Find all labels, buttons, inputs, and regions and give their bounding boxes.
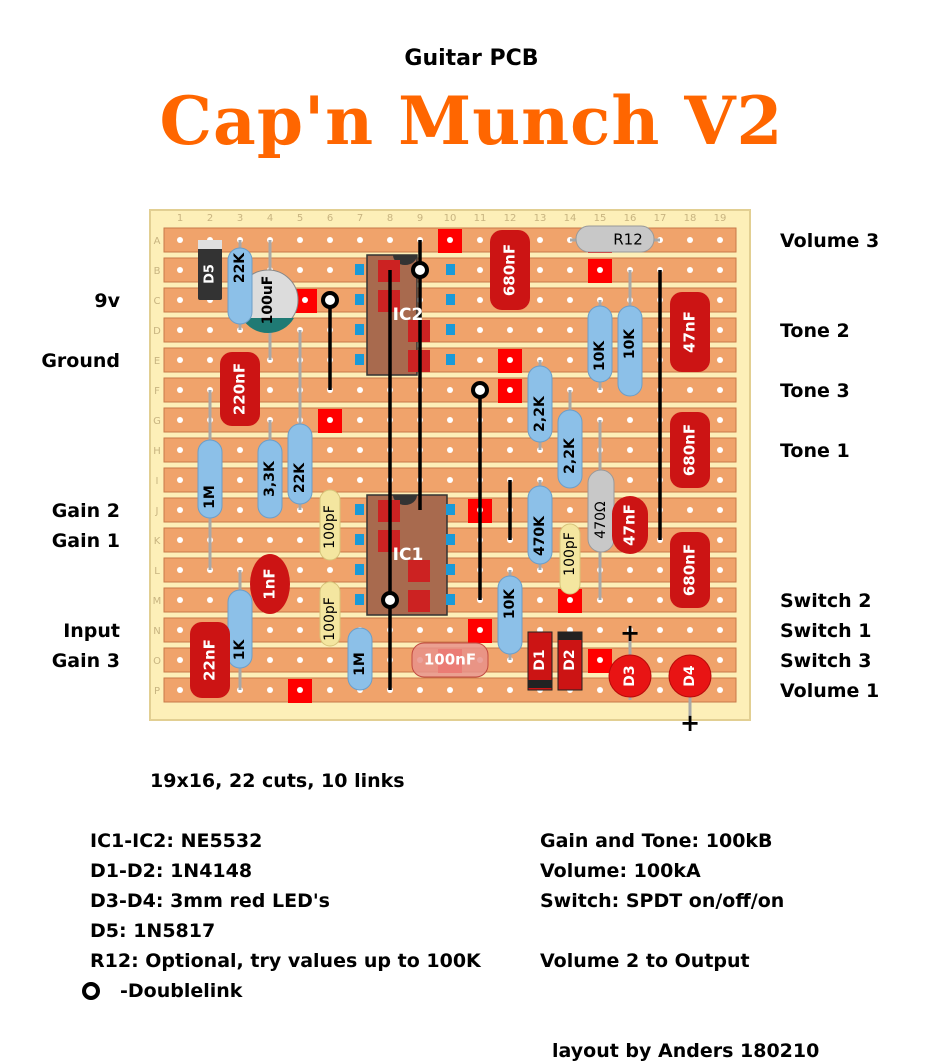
column-number: 11 bbox=[473, 213, 487, 224]
strip-hole bbox=[447, 447, 453, 453]
strip-hole bbox=[717, 507, 723, 513]
r470k-label: 470K bbox=[532, 515, 548, 557]
label-input: Input bbox=[63, 620, 120, 642]
parts-list-item: D1-D2: 1N4148 bbox=[90, 860, 253, 882]
column-number: 13 bbox=[533, 213, 547, 224]
strip-hole bbox=[627, 567, 633, 573]
strip-hole bbox=[237, 477, 243, 483]
strip-hole bbox=[177, 267, 183, 273]
c100pf-a bbox=[320, 490, 340, 560]
strip-hole bbox=[717, 657, 723, 663]
label-gain2: Gain 2 bbox=[51, 500, 120, 522]
c680nf-a bbox=[490, 230, 530, 310]
strip-hole bbox=[717, 567, 723, 573]
row-letter: K bbox=[153, 536, 161, 547]
strip-hole bbox=[177, 237, 183, 243]
c680nf-b-label: 680nF bbox=[680, 423, 699, 477]
strip-hole bbox=[687, 387, 693, 393]
cut-hole bbox=[297, 687, 303, 693]
d1-label: D1 bbox=[532, 649, 548, 671]
strip-hole bbox=[717, 237, 723, 243]
r22k-a-label: 22K bbox=[232, 252, 248, 284]
c47nf-b-label: 47nF bbox=[620, 504, 639, 546]
strip-hole bbox=[657, 627, 663, 633]
c1nf bbox=[250, 554, 290, 614]
row-letter: B bbox=[153, 266, 161, 277]
r10k-a-label: 10K bbox=[592, 340, 608, 372]
c680nf-b bbox=[670, 412, 710, 488]
r22k-b bbox=[288, 424, 312, 504]
strip-hole bbox=[687, 507, 693, 513]
strip-hole bbox=[177, 627, 183, 633]
r10k-b-label: 10K bbox=[622, 328, 638, 360]
row-letter: L bbox=[154, 566, 160, 577]
row-letter: D bbox=[153, 326, 161, 337]
c100pf-b bbox=[560, 524, 580, 594]
strip-hole bbox=[717, 537, 723, 543]
strip-hole bbox=[687, 237, 693, 243]
label-switch3: Switch 3 bbox=[780, 650, 872, 672]
cut-hole bbox=[327, 417, 333, 423]
strip-hole bbox=[177, 327, 183, 333]
r1m-b bbox=[348, 628, 372, 690]
strip-hole bbox=[177, 357, 183, 363]
strip-hole bbox=[177, 687, 183, 693]
r22k-a bbox=[228, 248, 252, 324]
strip-hole bbox=[567, 327, 573, 333]
strip-hole bbox=[537, 297, 543, 303]
strip-hole bbox=[297, 627, 303, 633]
strip-hole bbox=[327, 237, 333, 243]
d2-label: D2 bbox=[562, 649, 578, 671]
pots-list-item: Switch: SPDT on/off/on bbox=[540, 890, 785, 912]
strip-hole bbox=[267, 387, 273, 393]
r1m-a bbox=[198, 440, 222, 518]
r2k2-a bbox=[528, 366, 552, 442]
doublelink-legend-icon bbox=[80, 980, 104, 1004]
c100nf bbox=[412, 643, 488, 677]
label-tone2: Tone 2 bbox=[780, 320, 850, 342]
strip-hole bbox=[717, 447, 723, 453]
strip-hole bbox=[717, 297, 723, 303]
strip-hole bbox=[537, 237, 543, 243]
strip-hole bbox=[627, 447, 633, 453]
strip-hole bbox=[177, 387, 183, 393]
c680nf-a-label: 680nF bbox=[500, 243, 519, 297]
strip-hole bbox=[477, 357, 483, 363]
strip-hole bbox=[417, 687, 423, 693]
column-number: 15 bbox=[593, 213, 607, 224]
d3-label: D3 bbox=[622, 665, 638, 687]
strip-hole bbox=[567, 267, 573, 273]
strip-hole bbox=[507, 447, 513, 453]
column-number: 3 bbox=[236, 213, 244, 224]
r2k2-b-label: 2,2K bbox=[562, 438, 578, 474]
r3k3 bbox=[258, 440, 282, 518]
strip-hole bbox=[357, 387, 363, 393]
c47nf-b bbox=[612, 496, 648, 554]
label-switch1: Switch 1 bbox=[780, 620, 872, 642]
c100uf-label: 100uF bbox=[260, 275, 276, 325]
strip-hole bbox=[567, 357, 573, 363]
strip-hole bbox=[717, 267, 723, 273]
strip-hole bbox=[717, 477, 723, 483]
row-letter: O bbox=[153, 656, 161, 667]
doublelink-legend-label: -Doublelink bbox=[120, 980, 243, 1002]
strip-hole bbox=[447, 417, 453, 423]
strip-hole bbox=[627, 477, 633, 483]
c220nf bbox=[220, 352, 260, 426]
strip-hole bbox=[177, 657, 183, 663]
strip-hole bbox=[507, 687, 513, 693]
strip-hole bbox=[477, 237, 483, 243]
led-plus-marker: + bbox=[679, 709, 701, 737]
strip-hole bbox=[297, 597, 303, 603]
row-letter: F bbox=[154, 386, 160, 397]
r1k-label: 1K bbox=[232, 639, 248, 661]
parts-list-item: R12: Optional, try values up to 100K bbox=[90, 950, 481, 972]
strip-hole bbox=[657, 687, 663, 693]
r1k bbox=[228, 590, 252, 668]
strip-hole bbox=[207, 597, 213, 603]
strip-hole bbox=[507, 327, 513, 333]
d3-led bbox=[609, 655, 651, 697]
strip-hole bbox=[537, 327, 543, 333]
r10k-c bbox=[498, 576, 522, 654]
cut-hole bbox=[302, 297, 308, 303]
strip-hole bbox=[237, 537, 243, 543]
strip-hole bbox=[177, 297, 183, 303]
row-letter: J bbox=[155, 506, 159, 517]
strip-hole bbox=[327, 567, 333, 573]
strip-hole bbox=[177, 537, 183, 543]
board-stats: 19x16, 22 cuts, 10 links bbox=[150, 770, 405, 792]
c47nf-a bbox=[670, 292, 710, 372]
cut-hole bbox=[477, 627, 483, 633]
row-letter: M bbox=[152, 596, 162, 607]
strip-hole bbox=[657, 597, 663, 603]
label-ground: Ground bbox=[41, 350, 120, 372]
strip-hole bbox=[297, 537, 303, 543]
strip-hole bbox=[477, 687, 483, 693]
column-number: 18 bbox=[683, 213, 697, 224]
strip-hole bbox=[237, 507, 243, 513]
strip-hole bbox=[477, 297, 483, 303]
cut-hole bbox=[567, 597, 573, 603]
row-letter: C bbox=[153, 296, 161, 307]
label-switch2: Switch 2 bbox=[780, 590, 872, 612]
strip-hole bbox=[477, 327, 483, 333]
r10k-b bbox=[618, 306, 642, 396]
cut-hole bbox=[447, 237, 453, 243]
c100nf-label: 100nF bbox=[423, 650, 477, 669]
strip-hole bbox=[207, 327, 213, 333]
strip-hole bbox=[537, 267, 543, 273]
strip-hole bbox=[297, 267, 303, 273]
d2-diode bbox=[558, 632, 582, 690]
strip-hole bbox=[387, 237, 393, 243]
c100pf-c-label: 100pF bbox=[322, 597, 338, 641]
strip-hole bbox=[267, 657, 273, 663]
r1m-b-label: 1M bbox=[352, 652, 368, 676]
c680nf-c-label: 680nF bbox=[680, 543, 699, 597]
c680nf-c bbox=[670, 532, 710, 608]
strip-hole bbox=[687, 627, 693, 633]
d5-label: D5 bbox=[202, 264, 218, 284]
strip-hole bbox=[267, 687, 273, 693]
page-title: Cap'n Munch V2 bbox=[159, 82, 784, 160]
c100pf-b-label: 100pF bbox=[562, 532, 578, 576]
output-note: Volume 2 to Output bbox=[540, 950, 750, 972]
d4-led bbox=[669, 655, 711, 697]
column-number: 19 bbox=[713, 213, 727, 224]
label-tone3: Tone 3 bbox=[780, 380, 850, 402]
d5-diode bbox=[198, 240, 222, 300]
c100pf-c bbox=[320, 582, 340, 646]
strip-hole bbox=[267, 627, 273, 633]
strip-hole bbox=[237, 447, 243, 453]
row-letter: E bbox=[153, 356, 161, 367]
strip-hole bbox=[177, 447, 183, 453]
strip-hole bbox=[357, 237, 363, 243]
cut-hole bbox=[597, 657, 603, 663]
strip-hole bbox=[447, 387, 453, 393]
strip-hole bbox=[447, 627, 453, 633]
strip-hole bbox=[327, 477, 333, 483]
strip-hole bbox=[717, 357, 723, 363]
strip-hole bbox=[447, 687, 453, 693]
column-number: 16 bbox=[623, 213, 637, 224]
parts-list-item: D5: 1N5817 bbox=[90, 920, 216, 942]
strip-hole bbox=[327, 657, 333, 663]
column-number: 17 bbox=[653, 213, 667, 224]
label-9v: 9v bbox=[94, 290, 120, 312]
strip-hole bbox=[717, 597, 723, 603]
cut-hole bbox=[507, 357, 513, 363]
strip-hole bbox=[597, 687, 603, 693]
strip-hole bbox=[717, 387, 723, 393]
strip-hole bbox=[537, 597, 543, 603]
row-letter: H bbox=[153, 446, 161, 457]
subtitle: Guitar PCB bbox=[404, 46, 539, 71]
cut-hole bbox=[507, 387, 513, 393]
strip-hole bbox=[177, 477, 183, 483]
strip-hole bbox=[297, 237, 303, 243]
column-number: 1 bbox=[176, 213, 184, 224]
r12-resistor bbox=[576, 226, 654, 252]
strip-hole bbox=[357, 477, 363, 483]
c220nf-label: 220nF bbox=[230, 362, 249, 416]
strip-hole bbox=[477, 267, 483, 273]
r470k bbox=[528, 486, 552, 564]
column-number: 14 bbox=[563, 213, 577, 224]
c100pf-a-label: 100pF bbox=[322, 505, 338, 549]
row-letter: G bbox=[153, 416, 161, 427]
c1nf-label: 1nF bbox=[260, 568, 279, 600]
strip-hole bbox=[297, 567, 303, 573]
strip-hole bbox=[297, 657, 303, 663]
parts-list-item: D3-D4: 3mm red LED's bbox=[90, 890, 330, 912]
column-number: 10 bbox=[443, 213, 457, 224]
label-volume3: Volume 3 bbox=[780, 230, 880, 252]
r10k-a bbox=[588, 306, 612, 382]
r2k2-b bbox=[558, 410, 582, 488]
strip-hole bbox=[327, 447, 333, 453]
strip-hole bbox=[627, 417, 633, 423]
strip-hole bbox=[717, 327, 723, 333]
column-number: 7 bbox=[356, 213, 364, 224]
column-number: 9 bbox=[416, 213, 424, 224]
label-gain1: Gain 1 bbox=[51, 530, 120, 552]
ic1-label: IC1 bbox=[392, 545, 424, 565]
column-number: 2 bbox=[206, 213, 214, 224]
pots-list-item: Gain and Tone: 100kB bbox=[540, 830, 773, 852]
strip-hole bbox=[267, 537, 273, 543]
r12-label: R12 bbox=[613, 230, 643, 249]
strip-hole bbox=[177, 417, 183, 423]
strip-hole bbox=[657, 657, 663, 663]
strip-hole bbox=[567, 297, 573, 303]
column-number: 8 bbox=[386, 213, 394, 224]
row-letter: A bbox=[153, 236, 161, 247]
row-letter: N bbox=[153, 626, 161, 637]
row-letter: P bbox=[153, 686, 161, 697]
c47nf-a-label: 47nF bbox=[680, 311, 699, 353]
parts-list-item: IC1-IC2: NE5532 bbox=[90, 830, 263, 852]
label-volume1: Volume 1 bbox=[780, 680, 880, 702]
c22nf-label: 22nF bbox=[200, 639, 219, 681]
cut-hole bbox=[597, 267, 603, 273]
strip-hole bbox=[207, 357, 213, 363]
strip-hole bbox=[327, 687, 333, 693]
column-number: 5 bbox=[296, 213, 304, 224]
column-number: 4 bbox=[266, 213, 274, 224]
label-gain3: Gain 3 bbox=[51, 650, 120, 672]
strip-hole bbox=[507, 417, 513, 423]
strip-hole bbox=[717, 627, 723, 633]
strip-hole bbox=[327, 267, 333, 273]
strip-hole bbox=[177, 507, 183, 513]
strip-hole bbox=[627, 597, 633, 603]
pots-list-item: Volume: 100kA bbox=[540, 860, 701, 882]
r470-label: 470Ω bbox=[593, 501, 609, 539]
led-plus-marker: + bbox=[619, 619, 641, 647]
strip-hole bbox=[357, 417, 363, 423]
r10k-c-label: 10K bbox=[502, 588, 518, 620]
d1-diode bbox=[528, 632, 552, 690]
strip-hole bbox=[177, 567, 183, 573]
credit: layout by Anders 180210 bbox=[552, 1040, 820, 1062]
strip-hole bbox=[177, 597, 183, 603]
strip-hole bbox=[357, 447, 363, 453]
strip-hole bbox=[417, 627, 423, 633]
r470-resistor bbox=[588, 470, 614, 552]
strip-hole bbox=[657, 567, 663, 573]
strip-hole bbox=[717, 687, 723, 693]
row-letter: I bbox=[155, 476, 159, 487]
ic2-label: IC2 bbox=[392, 305, 424, 325]
r22k-b-label: 22K bbox=[292, 462, 308, 494]
label-tone1: Tone 1 bbox=[780, 440, 850, 462]
strip-hole bbox=[597, 627, 603, 633]
column-number: 6 bbox=[326, 213, 334, 224]
strip-hole bbox=[567, 507, 573, 513]
d4-label: D4 bbox=[682, 665, 698, 687]
strip-hole bbox=[717, 417, 723, 423]
strip-hole bbox=[687, 267, 693, 273]
r3k3-label: 3,3K bbox=[262, 461, 278, 497]
column-number: 12 bbox=[503, 213, 517, 224]
strip-hole bbox=[447, 477, 453, 483]
r1m-a-label: 1M bbox=[202, 485, 218, 509]
c22nf bbox=[190, 622, 230, 698]
r2k2-a-label: 2,2K bbox=[532, 396, 548, 432]
